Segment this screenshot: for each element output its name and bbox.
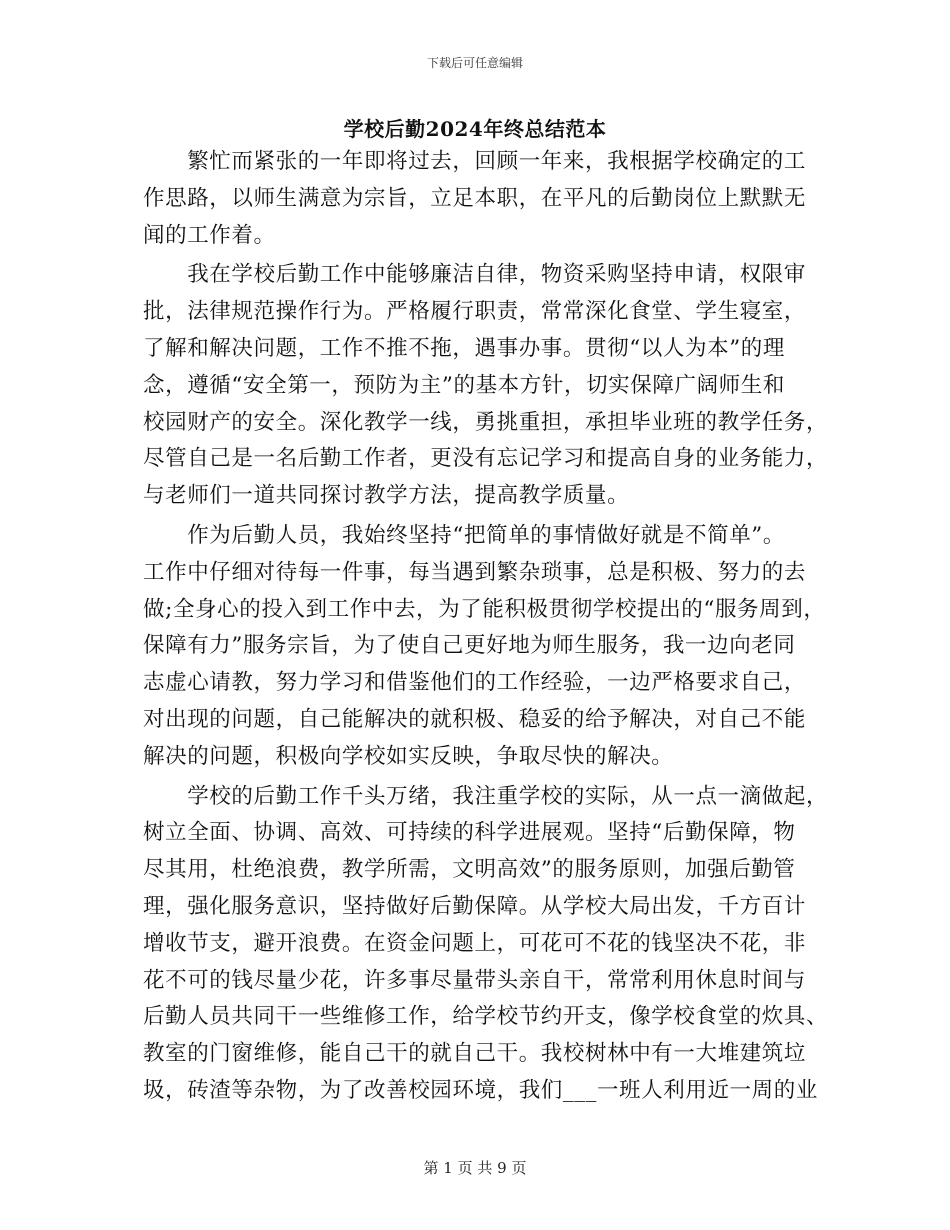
text-line: 尽管自己是一名后勤工作者，更没有忘记学习和提高自身的业务能力， <box>143 446 829 472</box>
text-line: 学校的后勤工作千头万绪，我注重学校的实际，从一点一滴做起， <box>143 783 829 809</box>
text-line: 与老师们一道共同探讨教学方法，提高教学质量。 <box>143 483 630 509</box>
text-line: 树立全面、协调、高效、可持续的科学进展观。坚持“后勤保障，物 <box>143 820 796 846</box>
text-line: 了解和解决问题，工作不推不拖，遇事办事。贯彻“以人为本”的理 <box>143 335 785 361</box>
paragraph-4 <box>143 779 829 1110</box>
text-line: 繁忙而紧张的一年即将过去，回顾一年来，我根据学校确定的工 <box>143 149 807 174</box>
text-line: 工作中仔细对待每一件事，每当遇到繁杂琐事，总是积极、努力的去 <box>143 559 807 585</box>
paragraph-1 <box>143 144 818 254</box>
document-body <box>143 144 829 1110</box>
paragraph-2 <box>143 257 829 515</box>
text-line: 增收节支，避开浪费。在资金问题上，可花可不花的钱坚决不花，非 <box>143 930 807 956</box>
text-line: 念，遵循“安全第一，预防为主”的基本方针，切实保障广阔师生和 <box>143 372 785 398</box>
text-line: 作思路，以师生满意为宗旨，立足本职，在平凡的后勤岗位上默默无 <box>143 185 807 211</box>
text-line: 圾，砖渣等杂物，为了改善校园环境，我们___一班人利用近一周的业 <box>143 1077 818 1103</box>
text-line: 我在学校后勤工作中能够廉洁自律，物资采购坚持申请，权限审 <box>143 262 807 288</box>
text-line: 解决的问题，积极向学校如实反映，争取尽快的解决。 <box>143 743 674 769</box>
text-line: 后勤人员共同干一些维修工作，给学校节约开支，像学校食堂的炊具、 <box>143 1004 829 1030</box>
page-header: 下载后可任意编辑 <box>426 56 523 70</box>
text-line: 作为后勤人员，我始终坚持“把简单的事情做好就是不简单”。 <box>143 522 785 548</box>
text-line: 对出现的问题，自己能解决的就积极、稳妥的给予解决，对自己不能 <box>143 706 807 732</box>
page-footer: 第 1 页 共 9 页 <box>423 1159 527 1177</box>
paragraph-3 <box>143 518 826 776</box>
text-line: 做;全身心的投入到工作中去，为了能积极贯彻学校提出的“服务周到， <box>143 596 826 622</box>
text-line: 批，法律规范操作行为。严格履行职责，常常深化食堂、学生寝室， <box>143 299 807 325</box>
text-line: 理，强化服务意识，坚持做好后勤保障。从学校大局出发，千方百计 <box>143 893 807 919</box>
document-title: 学校后勤2024年终总结范本 <box>343 117 607 141</box>
text-line: 保障有力”服务宗旨，为了使自己更好地为师生服务，我一边向老同 <box>143 633 796 659</box>
text-line: 花不可的钱尽量少花，许多事尽量带头亲自干，常常利用休息时间与 <box>143 967 807 993</box>
text-line: 闻的工作着。 <box>143 222 276 248</box>
text-line: 尽其用，杜绝浪费，教学所需，文明高效”的服务原则，加强后勤管 <box>143 857 796 883</box>
text-line: 教室的门窗维修，能自己干的就自己干。我校树林中有一大堆建筑垃 <box>143 1041 807 1067</box>
text-line: 校园财产的安全。深化教学一线，勇挑重担，承担毕业班的教学任务， <box>143 409 829 435</box>
text-line: 志虚心请教，努力学习和借鉴他们的工作经验，一边严格要求自己， <box>143 670 807 696</box>
